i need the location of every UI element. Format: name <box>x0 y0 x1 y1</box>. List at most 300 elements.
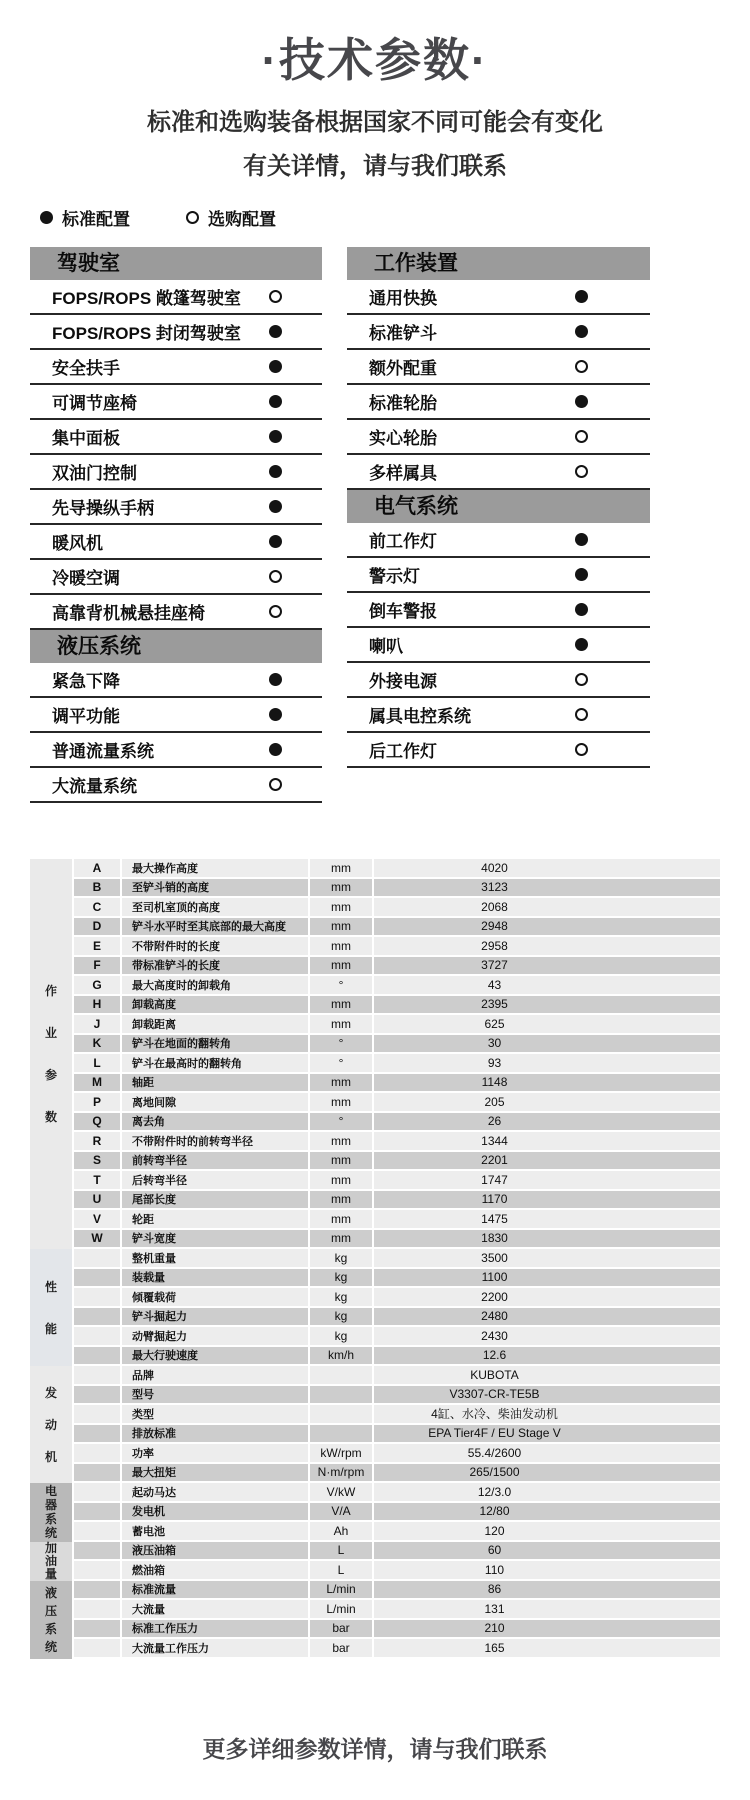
spec-label-cell: 后转弯半径 <box>122 1171 308 1189</box>
spec-unit-cell <box>310 1405 372 1423</box>
spec-key-cell <box>74 1288 120 1306</box>
spec-label-cell: 品牌 <box>122 1366 308 1384</box>
spec-key-cell <box>74 1269 120 1287</box>
optional-config-dot-icon <box>575 360 588 373</box>
table-row <box>74 1600 720 1618</box>
spec-key-cell: E <box>74 937 120 955</box>
spec-group <box>30 859 720 1249</box>
optional-config-dot-icon <box>575 708 588 721</box>
spec-value-cell: 12/80 <box>374 1503 720 1521</box>
equipment-item-label: 大流量系统 <box>52 777 137 796</box>
spec-key-cell <box>74 1561 120 1579</box>
table-row <box>74 1308 720 1326</box>
spec-key-cell: V <box>74 1210 120 1228</box>
spec-key-cell <box>74 1347 120 1365</box>
spec-label-cell: 燃油箱 <box>122 1561 308 1579</box>
spec-unit-cell: L <box>310 1561 372 1579</box>
spec-label-cell: 液压油箱 <box>122 1542 308 1560</box>
equipment-item <box>347 733 650 768</box>
equipment-item <box>30 420 322 455</box>
spec-key-cell <box>74 1600 120 1618</box>
table-row <box>74 1249 720 1267</box>
spec-label-cell: 不带附件时的长度 <box>122 937 308 955</box>
spec-label-cell: 大流量 <box>122 1600 308 1618</box>
spec-value-cell: 165 <box>374 1639 720 1657</box>
table-row <box>74 1054 720 1072</box>
equipment-item-label: 可调节座椅 <box>52 394 137 413</box>
equipment-item <box>30 455 322 490</box>
spec-value-cell: KUBOTA <box>374 1366 720 1384</box>
table-row <box>74 1386 720 1404</box>
spec-value-cell: 1100 <box>374 1269 720 1287</box>
spec-value-cell: 1344 <box>374 1132 720 1150</box>
optional-config-dot-icon <box>269 605 282 618</box>
spec-key-cell <box>74 1542 120 1560</box>
section-header: 电气系统 <box>347 490 650 523</box>
spec-unit-cell: km/h <box>310 1347 372 1365</box>
equipment-item <box>30 315 322 350</box>
optional-config-dot-icon <box>269 778 282 791</box>
spec-value-cell: 1475 <box>374 1210 720 1228</box>
spec-group-label-char: 作 <box>44 984 57 998</box>
spec-value-cell: 2958 <box>374 937 720 955</box>
spec-key-cell: D <box>74 918 120 936</box>
spec-label-cell: 尾部长度 <box>122 1191 308 1209</box>
spec-value-cell: 3500 <box>374 1249 720 1267</box>
spec-unit-cell: mm <box>310 1171 372 1189</box>
table-row <box>74 1035 720 1053</box>
spec-page <box>0 24 750 1764</box>
spec-label-cell: 装载量 <box>122 1269 308 1287</box>
equipment-item <box>347 455 650 490</box>
table-row <box>74 976 720 994</box>
table-row <box>74 1522 720 1540</box>
spec-label-cell: 铲斗掘起力 <box>122 1308 308 1326</box>
spec-group-label-char: 液 <box>44 1585 57 1600</box>
equipment-item <box>30 525 322 560</box>
spec-value-cell: 2480 <box>374 1308 720 1326</box>
table-row <box>74 1230 720 1248</box>
spec-key-cell <box>74 1405 120 1423</box>
table-row <box>74 1288 720 1306</box>
table-row <box>74 1269 720 1287</box>
spec-unit-cell: ° <box>310 976 372 994</box>
equipment-item-label: 先导操纵手柄 <box>52 499 154 518</box>
standard-config-dot-icon <box>575 325 588 338</box>
spec-unit-cell: kg <box>310 1327 372 1345</box>
spec-value-cell: 205 <box>374 1093 720 1111</box>
equipment-item <box>30 385 322 420</box>
spec-label-cell: 发电机 <box>122 1503 308 1521</box>
table-row <box>74 1015 720 1033</box>
equipment-item <box>347 663 650 698</box>
spec-label-cell: 型号 <box>122 1386 308 1404</box>
spec-unit-cell: L/min <box>310 1600 372 1618</box>
spec-key-cell: J <box>74 1015 120 1033</box>
spec-unit-cell: kg <box>310 1288 372 1306</box>
spec-label-cell: 蓄电池 <box>122 1522 308 1540</box>
standard-config-dot-icon <box>575 290 588 303</box>
equipment-item <box>30 280 322 315</box>
spec-unit-cell: mm <box>310 1015 372 1033</box>
spec-group-rows <box>74 1366 720 1483</box>
spec-unit-cell: V/kW <box>310 1483 372 1501</box>
spec-key-cell <box>74 1327 120 1345</box>
spec-key-cell: M <box>74 1074 120 1092</box>
spec-key-cell: F <box>74 957 120 975</box>
table-row <box>74 1132 720 1150</box>
spec-unit-cell: bar <box>310 1639 372 1657</box>
equipment-item-label: 冷暖空调 <box>52 569 120 588</box>
table-row <box>74 1405 720 1423</box>
table-row <box>74 1074 720 1092</box>
spec-value-cell: 4缸、水冷、柴油发动机 <box>374 1405 720 1423</box>
spec-unit-cell: kg <box>310 1269 372 1287</box>
spec-group-label-char: 系 <box>44 1621 57 1636</box>
equipment-item-label: 外接电源 <box>369 672 437 691</box>
legend-optional-label: 选购配置 <box>208 210 276 229</box>
equipment-item-label: 调平功能 <box>52 707 120 726</box>
spec-group-label <box>30 1249 72 1366</box>
spec-group-label <box>30 1581 72 1659</box>
spec-key-cell: S <box>74 1152 120 1170</box>
spec-key-cell: T <box>74 1171 120 1189</box>
equipment-item-label: 前工作灯 <box>369 532 437 551</box>
table-row <box>74 859 720 877</box>
equipment-item <box>30 663 322 698</box>
spec-label-cell: 标准工作压力 <box>122 1620 308 1638</box>
spec-group-label-char: 参 <box>44 1068 57 1082</box>
spec-group-label <box>30 1483 72 1542</box>
spec-label-cell: 动臂掘起力 <box>122 1327 308 1345</box>
spec-key-cell <box>74 1444 120 1462</box>
spec-value-cell: 120 <box>374 1522 720 1540</box>
spec-group-label-char: 性 <box>44 1279 57 1294</box>
spec-value-cell: 1747 <box>374 1171 720 1189</box>
equipment-item <box>347 523 650 558</box>
spec-value-cell: 1148 <box>374 1074 720 1092</box>
spec-key-cell: W <box>74 1230 120 1248</box>
spec-label-cell: 离地间隙 <box>122 1093 308 1111</box>
spec-label-cell: 大流量工作压力 <box>122 1639 308 1657</box>
spec-value-cell: EPA Tier4F / EU Stage V <box>374 1425 720 1443</box>
spec-group-label-char: 油 <box>44 1554 57 1568</box>
equipment-item-label: 双油门控制 <box>52 464 137 483</box>
spec-label-cell: 离去角 <box>122 1113 308 1131</box>
spec-label-cell: 最大扭矩 <box>122 1464 308 1482</box>
spec-value-cell: 3727 <box>374 957 720 975</box>
footer-note: 更多详细参数详情，请与我们联系 <box>202 1735 548 1762</box>
spec-unit-cell: kg <box>310 1308 372 1326</box>
spec-group-label <box>30 1542 72 1581</box>
table-row <box>74 1561 720 1579</box>
spec-group-rows <box>74 1542 720 1581</box>
legend-standard-label: 标准配置 <box>62 210 130 229</box>
optional-config-dot-icon <box>269 570 282 583</box>
standard-config-dot-icon <box>40 211 53 224</box>
equipment-item-label: 标准铲斗 <box>369 324 437 343</box>
spec-key-cell: C <box>74 898 120 916</box>
equipment-column-left <box>30 247 322 803</box>
spec-label-cell: 轮距 <box>122 1210 308 1228</box>
spec-group-label-char: 电 <box>44 1484 57 1499</box>
spec-group-rows <box>74 1483 720 1542</box>
table-row <box>74 1503 720 1521</box>
spec-value-cell: 2948 <box>374 918 720 936</box>
spec-value-cell: 26 <box>374 1113 720 1131</box>
spec-label-cell: 卸载距离 <box>122 1015 308 1033</box>
spec-table <box>30 859 720 1659</box>
spec-key-cell <box>74 1503 120 1521</box>
spec-label-cell: 卸载高度 <box>122 996 308 1014</box>
table-row <box>74 1639 720 1657</box>
spec-key-cell <box>74 1425 120 1443</box>
spec-label-cell: 起动马达 <box>122 1483 308 1501</box>
spec-unit-cell: mm <box>310 1230 372 1248</box>
table-row <box>74 1171 720 1189</box>
equipment-item-label: 高靠背机械悬挂座椅 <box>52 604 205 623</box>
page-title: ·技术参数· <box>261 34 489 86</box>
equipment-item-label: FOPS/ROPS 敞篷驾驶室 <box>52 289 241 308</box>
subtitle-line2: 有关详情，请与我们联系 <box>243 153 507 180</box>
spec-group-label-char: 量 <box>44 1567 57 1581</box>
spec-group <box>30 1249 720 1366</box>
spec-value-cell: 265/1500 <box>374 1464 720 1482</box>
spec-unit-cell: mm <box>310 918 372 936</box>
spec-value-cell: 110 <box>374 1561 720 1579</box>
legend-optional <box>186 205 276 230</box>
spec-key-cell: A <box>74 859 120 877</box>
spec-key-cell <box>74 1639 120 1657</box>
spec-key-cell <box>74 1522 120 1540</box>
equipment-item <box>347 558 650 593</box>
spec-unit-cell: mm <box>310 1191 372 1209</box>
spec-unit-cell: N·m/rpm <box>310 1464 372 1482</box>
equipment-item <box>347 315 650 350</box>
equipment-item-label: 安全扶手 <box>52 359 120 378</box>
table-row <box>74 1210 720 1228</box>
standard-config-dot-icon <box>575 533 588 546</box>
standard-config-dot-icon <box>269 743 282 756</box>
spec-group-label-char: 统 <box>44 1639 57 1654</box>
spec-label-cell: 标准流量 <box>122 1581 308 1599</box>
equipment-item <box>347 628 650 663</box>
spec-key-cell: Q <box>74 1113 120 1131</box>
optional-config-dot-icon <box>575 673 588 686</box>
spec-group-label-char: 发 <box>44 1385 57 1400</box>
section-header: 液压系统 <box>30 630 322 663</box>
spec-group-label-char: 压 <box>44 1603 57 1618</box>
spec-label-cell: 最大高度时的卸载角 <box>122 976 308 994</box>
section-header: 工作装置 <box>347 247 650 280</box>
equipment-item-label: 标准轮胎 <box>369 394 437 413</box>
equipment-item-label: FOPS/ROPS 封闭驾驶室 <box>52 324 241 343</box>
spec-unit-cell: bar <box>310 1620 372 1638</box>
table-row <box>74 1620 720 1638</box>
spec-label-cell: 最大操作高度 <box>122 859 308 877</box>
standard-config-dot-icon <box>269 465 282 478</box>
standard-config-dot-icon <box>575 395 588 408</box>
spec-unit-cell: ° <box>310 1113 372 1131</box>
spec-unit-cell: mm <box>310 879 372 897</box>
optional-config-dot-icon <box>575 743 588 756</box>
equipment-item <box>30 560 322 595</box>
spec-group-label-char: 统 <box>44 1526 57 1541</box>
table-row <box>74 918 720 936</box>
table-row <box>74 898 720 916</box>
spec-key-cell: H <box>74 996 120 1014</box>
equipment-item <box>347 420 650 455</box>
spec-value-cell: 93 <box>374 1054 720 1072</box>
spec-label-cell: 整机重量 <box>122 1249 308 1267</box>
spec-unit-cell <box>310 1386 372 1404</box>
spec-label-cell: 轴距 <box>122 1074 308 1092</box>
spec-value-cell: 2201 <box>374 1152 720 1170</box>
spec-group-label-char: 机 <box>44 1449 57 1464</box>
spec-group-label-char: 业 <box>44 1026 57 1040</box>
spec-group <box>30 1483 720 1542</box>
equipment-item-label: 实心轮胎 <box>369 429 437 448</box>
table-row <box>74 957 720 975</box>
spec-group-rows <box>74 859 720 1249</box>
spec-group <box>30 1542 720 1581</box>
spec-value-cell: 625 <box>374 1015 720 1033</box>
spec-group-label-char: 加 <box>44 1541 57 1555</box>
spec-value-cell: V3307-CR-TE5B <box>374 1386 720 1404</box>
equipment-item <box>347 350 650 385</box>
spec-unit-cell: ° <box>310 1035 372 1053</box>
equipment-item <box>30 733 322 768</box>
standard-config-dot-icon <box>269 430 282 443</box>
equipment-item-label: 喇叭 <box>369 637 403 656</box>
spec-value-cell: 131 <box>374 1600 720 1618</box>
spec-group-label <box>30 859 72 1249</box>
spec-unit-cell: mm <box>310 1210 372 1228</box>
spec-key-cell: R <box>74 1132 120 1150</box>
spec-group-label-char: 数 <box>44 1110 57 1124</box>
table-row <box>74 937 720 955</box>
spec-key-cell <box>74 1620 120 1638</box>
spec-key-cell: K <box>74 1035 120 1053</box>
spec-unit-cell <box>310 1425 372 1443</box>
equipment-item-label: 属具电控系统 <box>369 707 471 726</box>
table-row <box>74 1542 720 1560</box>
spec-unit-cell: mm <box>310 996 372 1014</box>
equipment-item <box>30 768 322 803</box>
spec-unit-cell: mm <box>310 898 372 916</box>
spec-key-cell <box>74 1308 120 1326</box>
table-row <box>74 1444 720 1462</box>
spec-group-label-char: 器 <box>44 1498 57 1513</box>
table-row <box>74 1152 720 1170</box>
table-row <box>74 1191 720 1209</box>
spec-group-label <box>30 1366 72 1483</box>
spec-unit-cell <box>310 1366 372 1384</box>
spec-group <box>30 1366 720 1483</box>
table-row <box>74 1581 720 1599</box>
spec-value-cell: 1170 <box>374 1191 720 1209</box>
table-row <box>74 1464 720 1482</box>
table-row <box>74 879 720 897</box>
optional-config-dot-icon <box>186 211 199 224</box>
spec-key-cell: P <box>74 1093 120 1111</box>
spec-key-cell <box>74 1581 120 1599</box>
spec-unit-cell: V/A <box>310 1503 372 1521</box>
table-row <box>74 1483 720 1501</box>
legend <box>40 205 750 230</box>
spec-key-cell <box>74 1366 120 1384</box>
spec-value-cell: 43 <box>374 976 720 994</box>
optional-config-dot-icon <box>269 290 282 303</box>
spec-value-cell: 4020 <box>374 859 720 877</box>
equipment-item <box>30 350 322 385</box>
spec-value-cell: 2200 <box>374 1288 720 1306</box>
optional-config-dot-icon <box>575 465 588 478</box>
spec-unit-cell: L/min <box>310 1581 372 1599</box>
equipment-item-label: 集中面板 <box>52 429 120 448</box>
spec-unit-cell: kW/rpm <box>310 1444 372 1462</box>
equipment-item-label: 暖风机 <box>52 534 103 553</box>
table-row <box>74 996 720 1014</box>
spec-unit-cell: mm <box>310 859 372 877</box>
spec-group-rows <box>74 1581 720 1659</box>
spec-unit-cell: mm <box>310 1132 372 1150</box>
spec-value-cell: 60 <box>374 1542 720 1560</box>
spec-label-cell: 排放标准 <box>122 1425 308 1443</box>
spec-label-cell: 带标准铲斗的长度 <box>122 957 308 975</box>
spec-key-cell: G <box>74 976 120 994</box>
spec-group <box>30 1581 720 1659</box>
spec-label-cell: 铲斗在最高时的翻转角 <box>122 1054 308 1072</box>
spec-unit-cell: mm <box>310 1093 372 1111</box>
spec-unit-cell: mm <box>310 957 372 975</box>
spec-label-cell: 功率 <box>122 1444 308 1462</box>
spec-key-cell: L <box>74 1054 120 1072</box>
table-row <box>74 1093 720 1111</box>
spec-value-cell: 2068 <box>374 898 720 916</box>
equipment-item-label: 多样属具 <box>369 464 437 483</box>
table-row <box>74 1347 720 1365</box>
spec-unit-cell: ° <box>310 1054 372 1072</box>
spec-group-label-char: 系 <box>44 1512 57 1527</box>
spec-label-cell: 铲斗水平时至其底部的最大高度 <box>122 918 308 936</box>
spec-unit-cell: mm <box>310 1074 372 1092</box>
equipment-column-right <box>347 247 650 768</box>
equipment-columns <box>0 247 750 803</box>
equipment-item-label: 警示灯 <box>369 567 420 586</box>
equipment-item <box>30 490 322 525</box>
legend-standard <box>40 205 130 230</box>
spec-unit-cell: mm <box>310 1152 372 1170</box>
spec-value-cell: 86 <box>374 1581 720 1599</box>
spec-value-cell: 12.6 <box>374 1347 720 1365</box>
spec-key-cell <box>74 1464 120 1482</box>
spec-key-cell <box>74 1483 120 1501</box>
spec-unit-cell: L <box>310 1542 372 1560</box>
spec-group-label-char: 能 <box>44 1321 57 1336</box>
spec-value-cell: 30 <box>374 1035 720 1053</box>
equipment-item <box>347 698 650 733</box>
spec-label-cell: 铲斗宽度 <box>122 1230 308 1248</box>
standard-config-dot-icon <box>269 673 282 686</box>
spec-label-cell: 至司机室顶的高度 <box>122 898 308 916</box>
equipment-item-label: 通用快换 <box>369 289 437 308</box>
equipment-item-label: 普通流量系统 <box>52 742 154 761</box>
spec-label-cell: 倾覆载荷 <box>122 1288 308 1306</box>
equipment-item <box>347 385 650 420</box>
spec-label-cell: 前转弯半径 <box>122 1152 308 1170</box>
spec-key-cell: B <box>74 879 120 897</box>
